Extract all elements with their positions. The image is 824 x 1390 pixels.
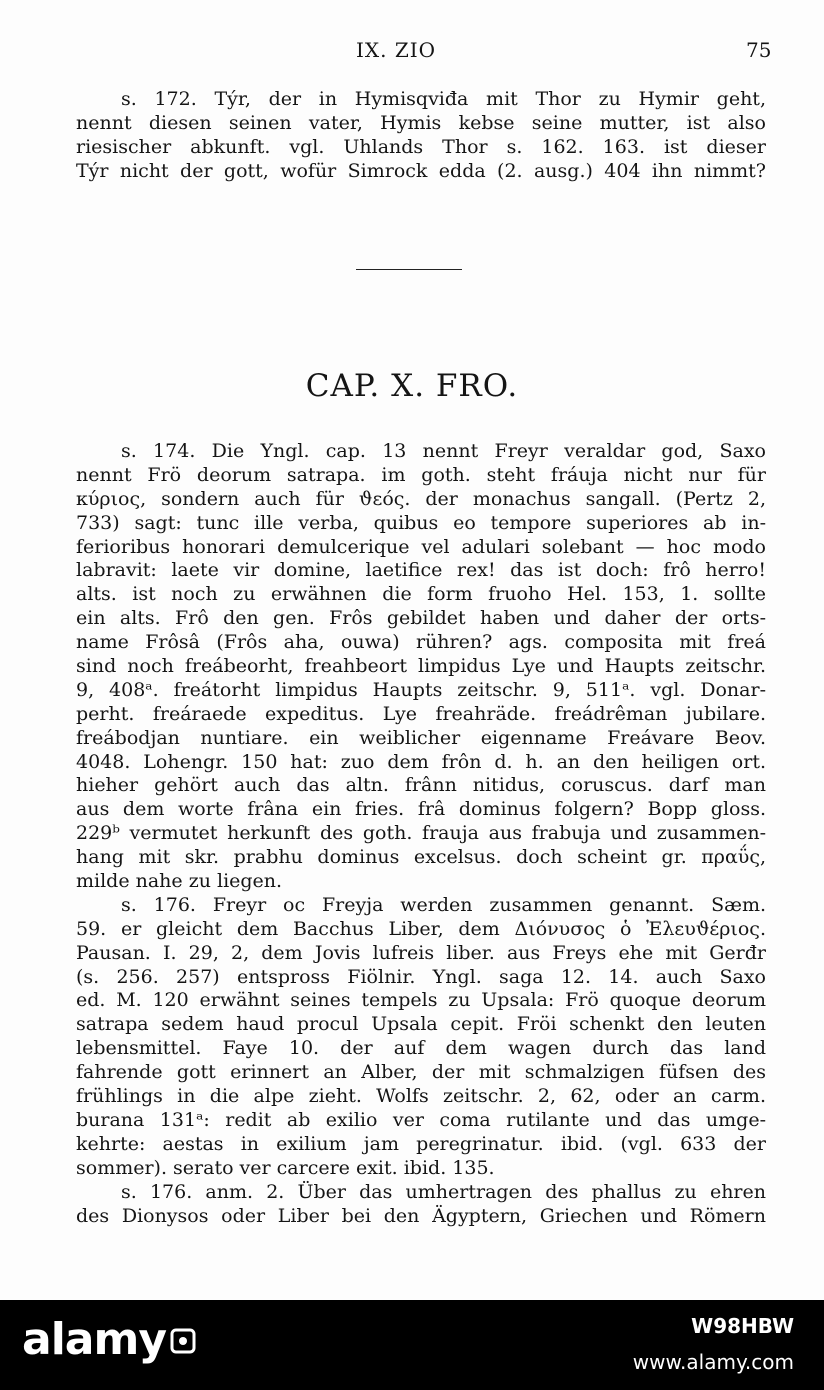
- text-line: perht. freáraede expeditus. Lye freahräde. freádrêman jubilare.: [76, 702, 766, 725]
- site-url: www.alamy.com: [632, 1350, 794, 1374]
- text-line: aus dem worte frâna ein fries. frâ dominus folgern? Bopp gloss.: [76, 798, 766, 821]
- text-line: sind noch freábeorht, freahbeort limpidus Lye und Haupts zeitschr.: [76, 655, 766, 678]
- text-line: milde nahe zu liegen.: [76, 870, 283, 893]
- text-line: 59. er gleicht dem Bacchus Liber, dem Διόνυσος ὁ Ἐλευϑέριος.: [76, 917, 766, 940]
- alamy-icon: [170, 1314, 196, 1365]
- text-line: des Dionysos oder Liber bei den Ägyptern, Griechen und Römern: [76, 1204, 766, 1227]
- text-line: sommer). serato ver carcere exit. ibid. 135.: [76, 1156, 495, 1179]
- text-line: 229ᵇ vermutet herkunft des goth. frauja aus frabuja und zusammen-: [76, 822, 766, 845]
- image-id: W98HBW: [691, 1314, 794, 1338]
- text-line: alts. ist noch zu erwähnen die form fruoho Hel. 153, 1. sollte: [76, 583, 766, 606]
- text-line: nennt diesen seinen vater, Hymis kebse seine mutter, ist also: [76, 111, 766, 134]
- text-line: hieher gehört auch das altn. frânn nitidus, coruscus. darf man: [76, 774, 766, 797]
- text-line: satrapa sedem haud procul Upsala cepit. Fröi schenkt den leuten: [76, 1013, 766, 1036]
- text-line: s. 174. Die Yngl. cap. 13 nennt Freyr veraldar god, Saxo: [121, 440, 766, 462]
- section-divider: [356, 269, 462, 270]
- text-line: fahrende gott erinnert an Alber, der mit schmalzigen füfsen des: [76, 1061, 766, 1084]
- logo-text: alamy: [22, 1314, 166, 1365]
- text-line: frühlings in die alpe zieht. Wolfs zeitschr. 2, 62, oder an carm.: [76, 1085, 766, 1108]
- text-line: (s. 256. 257) entspross Fiölnir. Yngl. saga 12. 14. auch Saxo: [76, 965, 766, 988]
- text-line: Pausan. I. 29, 2, dem Jovis lufreis liber. aus Freys ehe mit Gerđr: [76, 941, 766, 964]
- text-line: ferioribus honorari demulcerique vel adulari solebant — hoc modo: [76, 535, 766, 558]
- text-line: s. 176. anm. 2. Über das umhertragen des phallus zu ehren: [121, 1180, 766, 1203]
- text-line: name Frôsâ (Frôs aha, ouwa) rühren? ags. composita mit freá: [76, 631, 766, 654]
- text-line: riesischer abkunft. vgl. Uhlands Thor s. 162. 163. ist dieser: [76, 135, 766, 158]
- text-line: lebensmittel. Faye 10. der auf dem wagen durch das land: [76, 1037, 766, 1060]
- chapter-title: CAP. X. FRO.: [305, 368, 519, 404]
- text-line: 9, 408ᵃ. freátorht limpidus Haupts zeitschr. 9, 511ᵃ. vgl. Donar-: [76, 678, 766, 701]
- text-line: labravit: laete vir domine, laetifice rex! das ist doch: frô herro!: [76, 559, 766, 582]
- text-line: freábodjan nuntiare. ein weiblicher eigenname Freávare Beov.: [76, 726, 766, 749]
- text-line: burana 131ᵃ: redit ab exilio ver coma rutilante und das umge-: [76, 1108, 766, 1131]
- text-line: nennt Frö deorum satrapa. im goth. steht fráuja nicht nur für: [76, 463, 766, 486]
- text-line: 733) sagt: tunc ille verba, quibus eo tempore superiores ab in-: [76, 511, 766, 534]
- text-line: ein alts. Frô den gen. Frôs gebildet haben und daher der orts-: [76, 607, 766, 630]
- text-line: ed. M. 120 erwähnt seines tempels zu Upsala: Frö quoque deorum: [76, 989, 766, 1012]
- alamy-logo: [22, 1314, 196, 1365]
- text-line: kehrte: aestas in exilium jam peregrinatur. ibid. (vgl. 633 der: [76, 1132, 766, 1155]
- watermark-banner: [0, 1300, 824, 1390]
- text-line: s. 172. Týr, der in Hymisqviđa mit Thor zu Hymir geht,: [121, 88, 766, 110]
- body-text: [76, 440, 766, 1228]
- running-head: [0, 38, 824, 68]
- page-number: 75: [746, 38, 772, 62]
- text-line: κύριος, sondern auch für ϑεός. der monachus sangall. (Pertz 2,: [76, 487, 766, 510]
- text-line: s. 176. Freyr oc Freyja werden zusammen genannt. Sæm.: [121, 893, 766, 916]
- text-line: Týr nicht der gott, wofür Simrock edda (2. ausg.) 404 ihn nimmt?: [76, 159, 766, 182]
- top-paragraph: [76, 88, 766, 184]
- running-head-title: IX. ZIO: [356, 38, 437, 62]
- text-line: 4048. Lohengr. 150 hat: zuo dem frôn d. h. an den heiligen ort.: [76, 750, 766, 773]
- text-line: hang mit skr. prabhu dominus excelsus. doch scheint gr. πραΰς,: [76, 846, 766, 869]
